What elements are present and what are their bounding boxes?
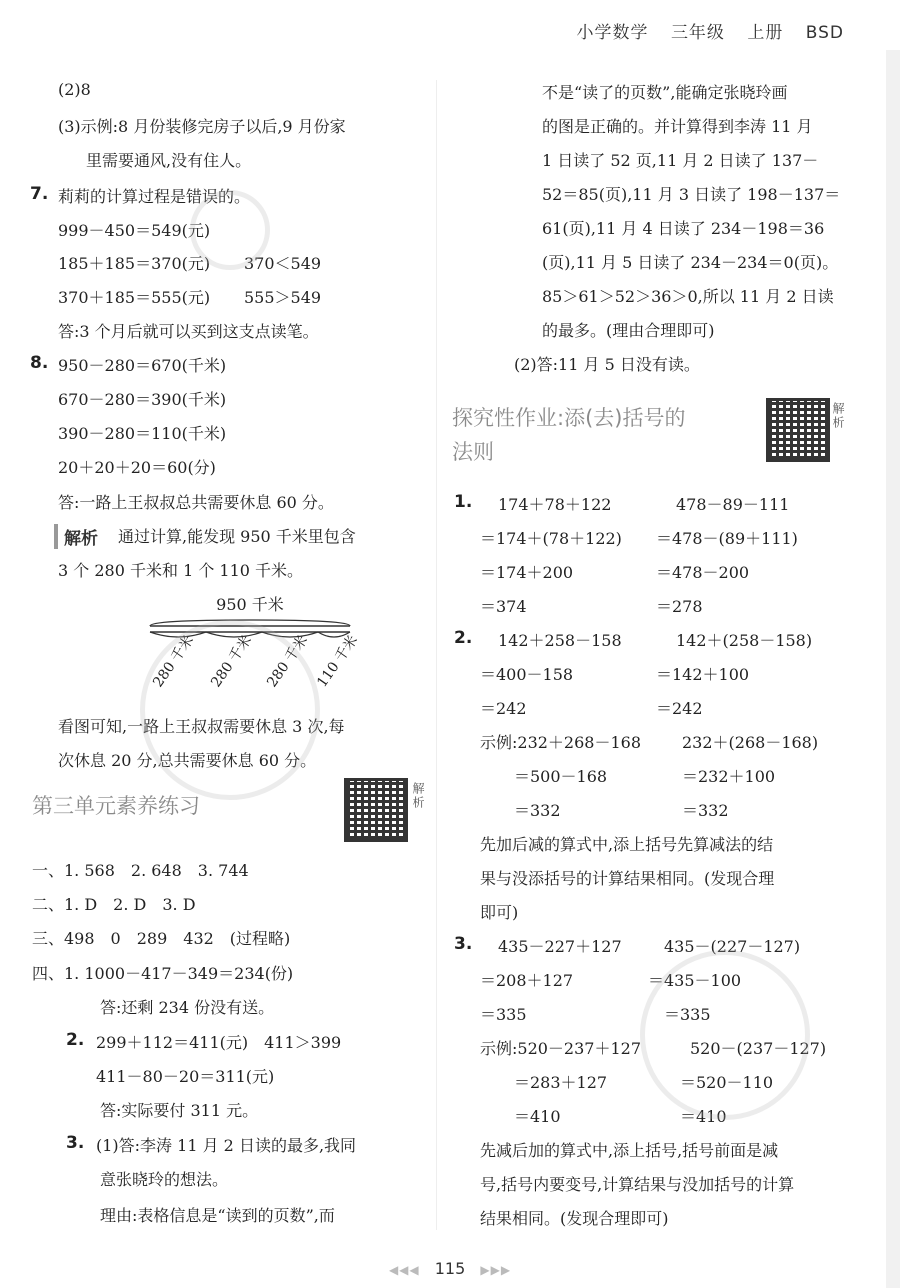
question-number: 7. — [30, 184, 49, 204]
equation: 411－80－20＝311(元) — [96, 1067, 275, 1086]
answer-line: 答:3 个月后就可以买到这支点读笔。 — [58, 322, 319, 341]
text-line: 的图是正确的。并计算得到李涛 11 月 — [542, 117, 813, 136]
text-line: (3)示例:8 月份装修完房子以后,9 月份家 — [58, 117, 346, 136]
equation: ＝242 — [480, 699, 527, 718]
equation: 435－227＋127 — [498, 937, 622, 956]
equation: ＝208＋127 — [480, 971, 574, 990]
question-number: 3. — [454, 934, 473, 954]
equation: ＝410 — [514, 1107, 561, 1126]
answer-line: (2)答:11 月 5 日没有读。 — [514, 355, 700, 374]
watermark-stamp — [640, 950, 810, 1120]
text-line: 果与没添括号的计算结果相同。(发现合理 — [480, 869, 775, 888]
text-line: (2)8 — [58, 80, 91, 99]
answer-line: 答:实际要付 311 元。 — [100, 1101, 259, 1120]
answer-line: (1)答:李涛 11 月 2 日读的最多,我同 — [96, 1136, 357, 1155]
equation: 390－280＝110(千米) — [58, 424, 227, 443]
text-line: 61(页),11 月 4 日读了 234－198＝36 — [542, 219, 825, 238]
question-number: 3. — [66, 1133, 85, 1153]
text-line: 的最多。(理由合理即可) — [542, 321, 715, 340]
text-line: 52＝85(页),11 月 3 日读了 198－137＝ — [542, 185, 841, 204]
page-number: 115 — [434, 1259, 466, 1278]
equation: 670－280＝390(千米) — [58, 390, 227, 409]
equation: 520－(237－127) — [690, 1039, 827, 1058]
equation: 142＋(258－158) — [676, 631, 813, 650]
text-line: 莉莉的计算过程是错误的。 — [58, 187, 251, 206]
text-line: 1 日读了 52 页,11 月 2 日读了 137－ — [542, 151, 819, 170]
text-line: 先加后减的算式中,添上括号先算减法的结 — [480, 835, 774, 854]
text-line: 结果相同。(发现合理即可) — [480, 1209, 669, 1228]
page-edge-band — [886, 0, 900, 1288]
text-line: 不是“读了的页数”,能确定张晓玲画 — [542, 83, 788, 102]
equation: ＝232＋100 — [682, 767, 776, 786]
footer-right-arrows: ▶▶▶ — [480, 1263, 512, 1277]
answer-line: 答:还剩 234 份没有送。 — [100, 998, 275, 1017]
qr-label: 解析 — [831, 402, 845, 430]
equation: 185＋185＝370(元) — [58, 254, 211, 273]
text-line: 意张晓玲的想法。 — [100, 1170, 229, 1189]
question-number: 8. — [30, 353, 49, 373]
qr-code-icon[interactable] — [344, 778, 408, 842]
equation: 20＋20＋20＝60(分) — [58, 458, 216, 477]
equation: ＝520－110 — [680, 1073, 774, 1092]
diagram-segment-label: 280 千米 — [264, 632, 312, 691]
equation: ＝410 — [680, 1107, 727, 1126]
equation: 435－(227－127) — [664, 937, 801, 956]
equation: 174＋78＋122 — [498, 495, 612, 514]
watermark-stamp — [190, 190, 270, 270]
equation: ＝335 — [480, 1005, 527, 1024]
text-line: 看图可知,一路上王叔叔需要休息 3 次,每 — [58, 717, 345, 736]
text-line: 次休息 20 分,总共需要休息 60 分。 — [58, 751, 317, 770]
equation: 555＞549 — [244, 288, 322, 307]
equation: ＝478－200 — [656, 563, 750, 582]
equation: 232＋(268－168) — [682, 733, 819, 752]
equation: 478－89－111 — [676, 495, 790, 514]
answer-line: 三、498 0 289 432 (过程略) — [32, 929, 291, 948]
text-line: 通过计算,能发现 950 千米里包含 — [118, 527, 356, 546]
equation: ＝335 — [664, 1005, 711, 1024]
equation: 示例:232＋268－168 — [480, 733, 642, 752]
text-line: 即可) — [480, 903, 519, 922]
answer-line: 答:一路上王叔叔总共需要休息 60 分。 — [58, 493, 334, 512]
equation: ＝142＋100 — [656, 665, 750, 684]
equation: 370＋185＝555(元) — [58, 288, 211, 307]
equation: ＝332 — [682, 801, 729, 820]
answer-line: 四、1. 1000－417－349＝234(份) — [32, 964, 294, 983]
section-title: 第三单元素养练习 — [32, 794, 200, 818]
equation: ＝283＋127 — [514, 1073, 608, 1092]
equation: ＝478－(89＋111) — [656, 529, 798, 548]
page-footer — [0, 1259, 900, 1278]
equation: 370＜549 — [244, 254, 322, 273]
question-number: 1. — [454, 492, 473, 512]
watermark-stamp — [140, 620, 320, 800]
text-line: 85＞61＞52＞36＞0,所以 11 月 2 日读 — [542, 287, 834, 306]
analysis-tag: 解析 — [54, 524, 98, 549]
equation: 999－450＝549(元) — [58, 221, 211, 240]
header-info — [561, 18, 844, 43]
equation: 950－280＝670(千米) — [58, 356, 227, 375]
equation: ＝242 — [656, 699, 703, 718]
equation: ＝278 — [656, 597, 703, 616]
diagram-total-label: 950 千米 — [216, 595, 284, 614]
equation: 示例:520－237＋127 — [480, 1039, 642, 1058]
equation: ＝332 — [514, 801, 561, 820]
text-line: 3 个 280 千米和 1 个 110 千米。 — [58, 561, 304, 580]
text-line: 理由:表格信息是“读到的页数”,而 — [100, 1206, 335, 1225]
equation: ＝400－158 — [480, 665, 574, 684]
header-subject: 小学数学 — [576, 23, 649, 43]
diagram-segment-label: 280 千米 — [150, 632, 198, 691]
text-line: 先减后加的算式中,添上括号,括号前面是减 — [480, 1141, 779, 1160]
equation: ＝500－168 — [514, 767, 608, 786]
equation: 299＋112＝411(元) 411＞399 — [96, 1033, 342, 1052]
qr-code-icon[interactable] — [766, 398, 830, 462]
equation: ＝374 — [480, 597, 527, 616]
question-number: 2. — [454, 628, 473, 648]
page-header — [0, 0, 900, 50]
equation: ＝174＋200 — [480, 563, 574, 582]
text-line: 里需要通风,没有住人。 — [86, 151, 252, 170]
diagram-segment-label: 110 千米 — [314, 632, 362, 691]
answer-line: 二、1. D 2. D 3. D — [32, 895, 196, 914]
equation: ＝174＋(78＋122) — [480, 529, 622, 548]
header-volume: 上册 — [747, 23, 784, 43]
footer-left-arrows: ◀◀◀ — [388, 1263, 420, 1277]
section-title: 探究性作业:添(去)括号的 — [452, 406, 686, 430]
header-edition: BSD — [805, 23, 844, 43]
answer-line: 一、1. 568 2. 648 3. 744 — [32, 861, 249, 880]
equation: 142＋258－158 — [498, 631, 622, 650]
diagram-segment-label: 280 千米 — [208, 632, 256, 691]
section-title: 法则 — [452, 440, 494, 464]
qr-label: 解析 — [411, 782, 425, 810]
equation: ＝435－100 — [648, 971, 742, 990]
text-line: (页),11 月 5 日读了 234－234＝0(页)。 — [542, 253, 839, 272]
header-grade: 三年级 — [670, 23, 725, 43]
column-divider — [436, 80, 437, 1230]
question-number: 2. — [66, 1030, 85, 1050]
text-line: 号,括号内要变号,计算结果与没加括号的计算 — [480, 1175, 795, 1194]
